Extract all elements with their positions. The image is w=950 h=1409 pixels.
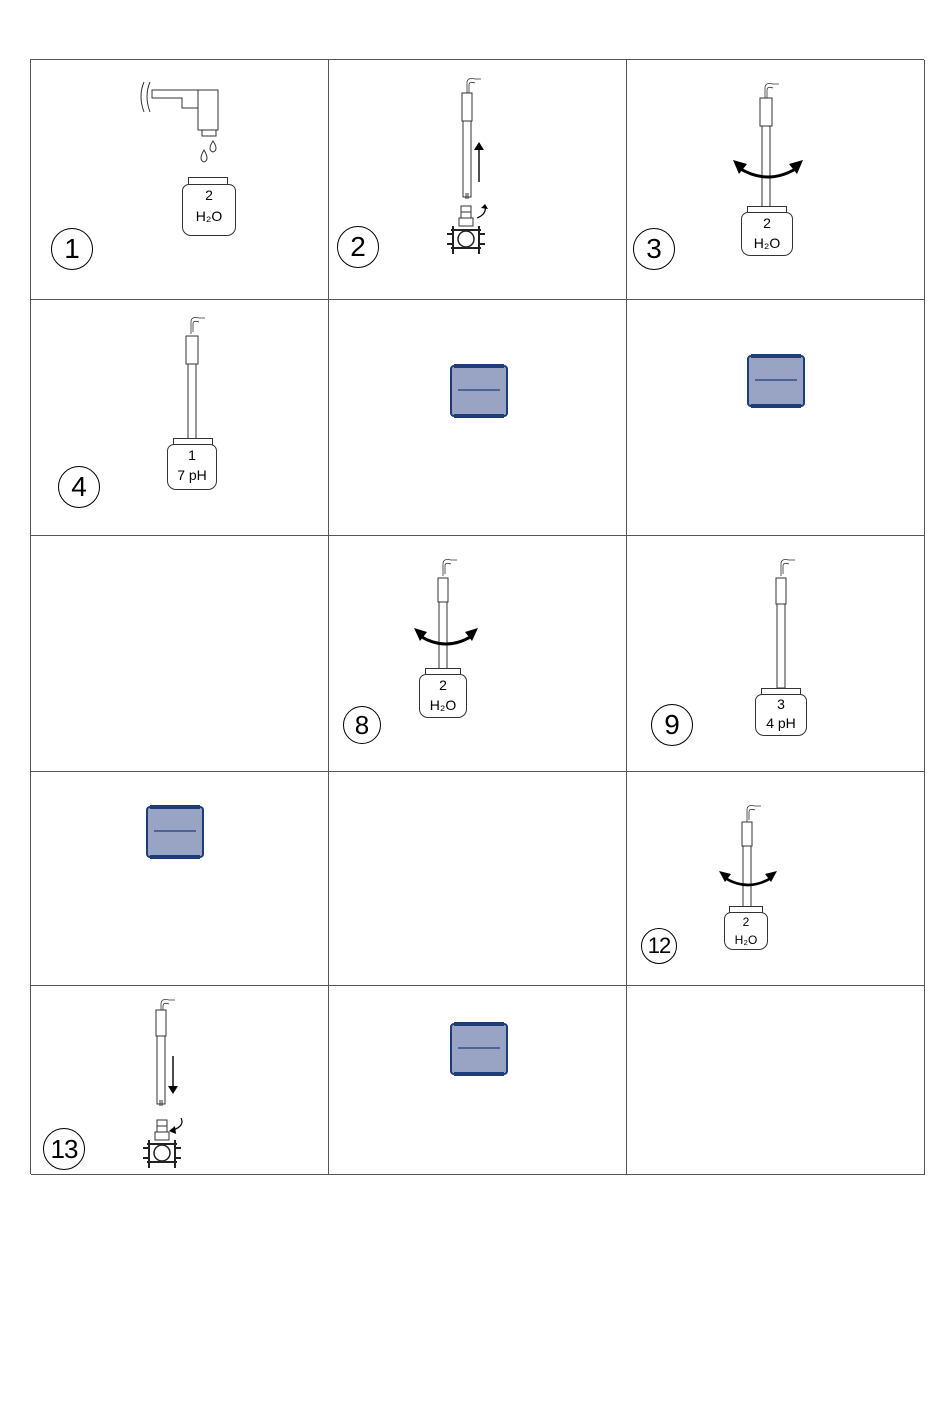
electrode-probe-icon (737, 802, 767, 912)
electrode-probe-icon (771, 556, 801, 690)
cell-step-13 (31, 986, 329, 1175)
step-number: 3 (633, 228, 675, 270)
bottle (419, 674, 467, 718)
bottle (755, 694, 807, 736)
cell-step-10 (31, 772, 329, 986)
cell-step-8 (329, 536, 627, 772)
display-screen-icon (450, 1022, 508, 1076)
cell-step-14 (329, 986, 627, 1175)
cell-step-5 (329, 300, 627, 536)
cell-step-3 (627, 60, 925, 300)
electrode-probe-icon (181, 314, 211, 442)
cell-step-6 (627, 300, 925, 536)
bottle-number: 3 (777, 696, 785, 712)
electrode-probe-icon (755, 80, 785, 210)
cell-step-11 (329, 772, 627, 986)
bottle-label: H₂O (429, 697, 457, 713)
step-number: 9 (651, 704, 693, 746)
cell-step-12 (627, 772, 925, 986)
bottle-label: H₂O (753, 235, 781, 251)
cell-step-2 (329, 60, 627, 300)
bottle (741, 212, 793, 256)
display-screen-icon (747, 354, 805, 408)
water-drop-icon (197, 140, 221, 166)
step-number: 1 (51, 228, 93, 270)
bottle-label: 7 pH (177, 467, 207, 483)
bottle-label: H₂O (195, 208, 223, 224)
bottle-number: 2 (742, 915, 750, 929)
bottle (724, 912, 768, 950)
cell-step-4 (31, 300, 329, 536)
rotate-arrow-icon (731, 156, 805, 186)
display-screen-icon (450, 364, 508, 418)
pipe-fitting-icon (447, 204, 493, 258)
bottle-label: H₂O (734, 933, 758, 947)
step-number: 2 (337, 226, 379, 268)
down-arrow-icon (167, 1056, 179, 1096)
rotate-arrow-icon (719, 868, 777, 892)
step-number: 12 (641, 928, 677, 964)
cell-step-15 (627, 986, 925, 1175)
cell-step-1 (31, 60, 329, 300)
bottle-number: 1 (188, 447, 196, 463)
step-number: 4 (58, 466, 100, 508)
bottle (167, 444, 217, 490)
electrode-probe-icon (433, 556, 463, 672)
bottle-label: 4 pH (766, 715, 796, 731)
cell-step-9 (627, 536, 925, 772)
step-number: 13 (43, 1128, 85, 1170)
bottle-number: 2 (439, 677, 447, 693)
step-number: 8 (343, 706, 381, 744)
up-arrow-icon (473, 142, 485, 184)
bottle-number: 2 (763, 215, 771, 231)
calibration-steps-grid (30, 59, 924, 1174)
rotate-arrow-icon (413, 624, 479, 652)
bottle-number: 2 (205, 187, 213, 203)
display-screen-icon (146, 805, 204, 859)
pipe-fitting-icon (143, 1118, 189, 1172)
bottle (182, 184, 236, 236)
cell-step-7 (31, 536, 329, 772)
